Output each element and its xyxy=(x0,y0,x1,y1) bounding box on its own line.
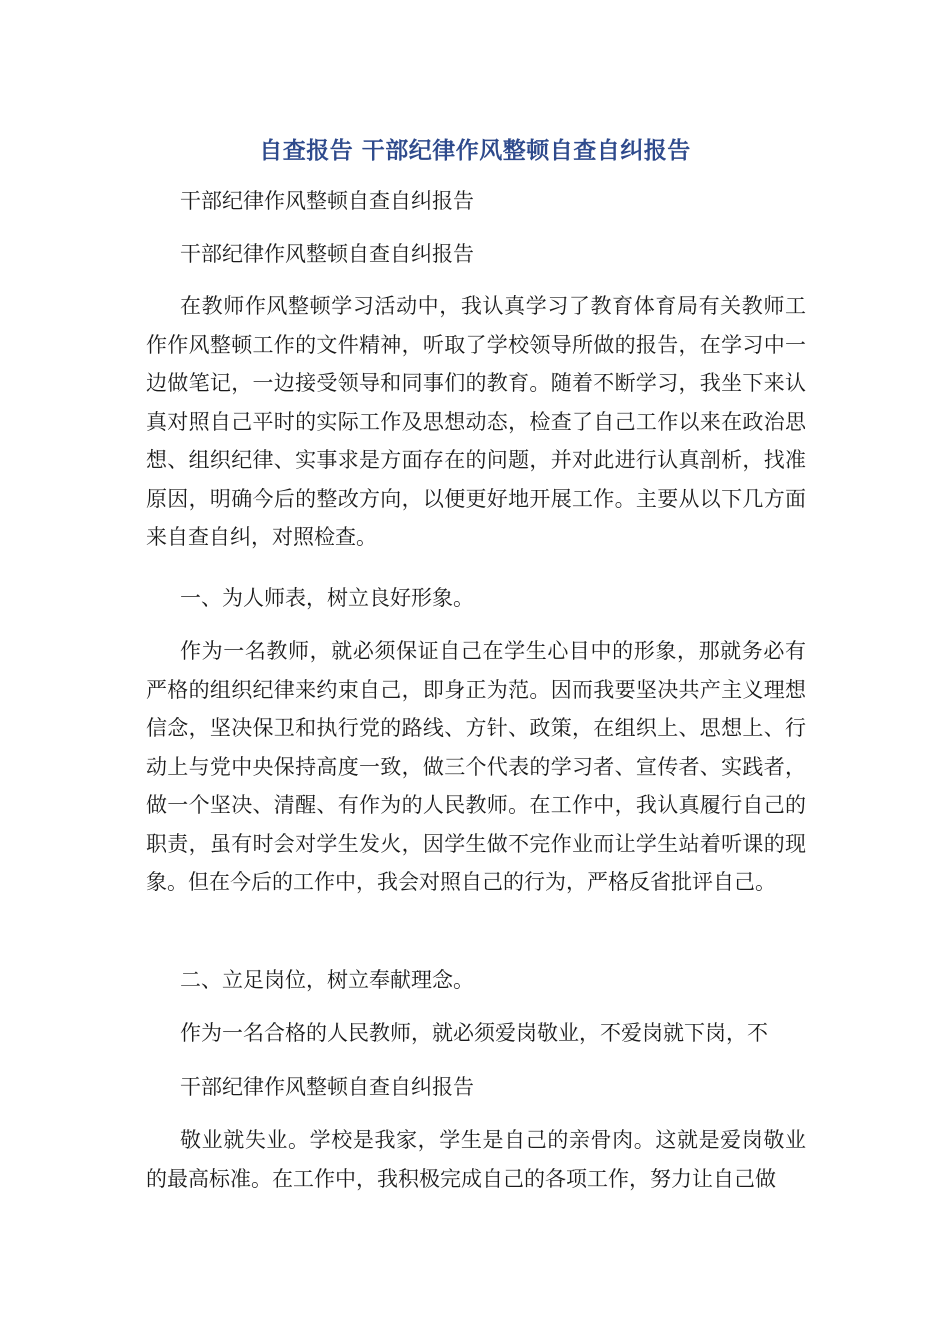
subtitle-line: 干部纪律作风整顿自查自纠报告 xyxy=(180,189,474,213)
section-heading-1: 一、为人师表，树立良好形象。 xyxy=(180,586,474,610)
document-title: 自查报告 干部纪律作风整顿自查自纠报告 xyxy=(259,138,691,164)
section-2-paragraph-cont: 敬业就失业。学校是我家，学生是自己的亲骨肉。这就是爱岗敬业的最高标准。在工作中，我积极完成自己的各项工作，努力让自己做 xyxy=(146,1128,806,1191)
section-1-paragraph: 作为一名教师，就必须保证自己在学生心目中的形象，那就务必有严格的组织纪律来约束自己，即身正为范。因而我要坚决共产主义理想信念，坚决保卫和执行党的路线、方针、政策，在组织上、思想上、行动上与党中央保持高度一致，做三个代表的学习者、宣传者、实践者，做一个坚决、清醒、有作为的人民教师。在工作中，我认真履行自己的职责，虽有时会对学生发火，因学生做不完作业而让学生站着听课的现象。但在今后的工作中，我会对照自己的行为，严格反省批评自己。 xyxy=(146,639,806,894)
subtitle-line: 干部纪律作风整顿自查自纠报告 xyxy=(180,242,474,266)
section-heading-2: 二、立足岗位，树立奉献理念。 xyxy=(180,968,474,992)
section-2-paragraph-start: 作为一名合格的人民教师，就必须爱岗敬业，不爱岗就下岗，不 xyxy=(180,1021,768,1045)
repeated-subtitle: 干部纪律作风整顿自查自纠报告 xyxy=(180,1075,474,1099)
intro-paragraph: 在教师作风整顿学习活动中，我认真学习了教育体育局有关教师工作作风整顿工作的文件精神，听取了学校领导所做的报告，在学习中一边做笔记，一边接受领导和同事们的教育。随着不断学习，我坐下来认真对照自己平时的实际工作及思想动态，检查了自己工作以来在政治思想、组织纪律、实事求是方面存在的问题，并对此进行认真剖析，找准原因，明确今后的整改方向，以便更好地开展工作。主要从以下几方面来自查自纠，对照检查。 xyxy=(146,294,806,549)
